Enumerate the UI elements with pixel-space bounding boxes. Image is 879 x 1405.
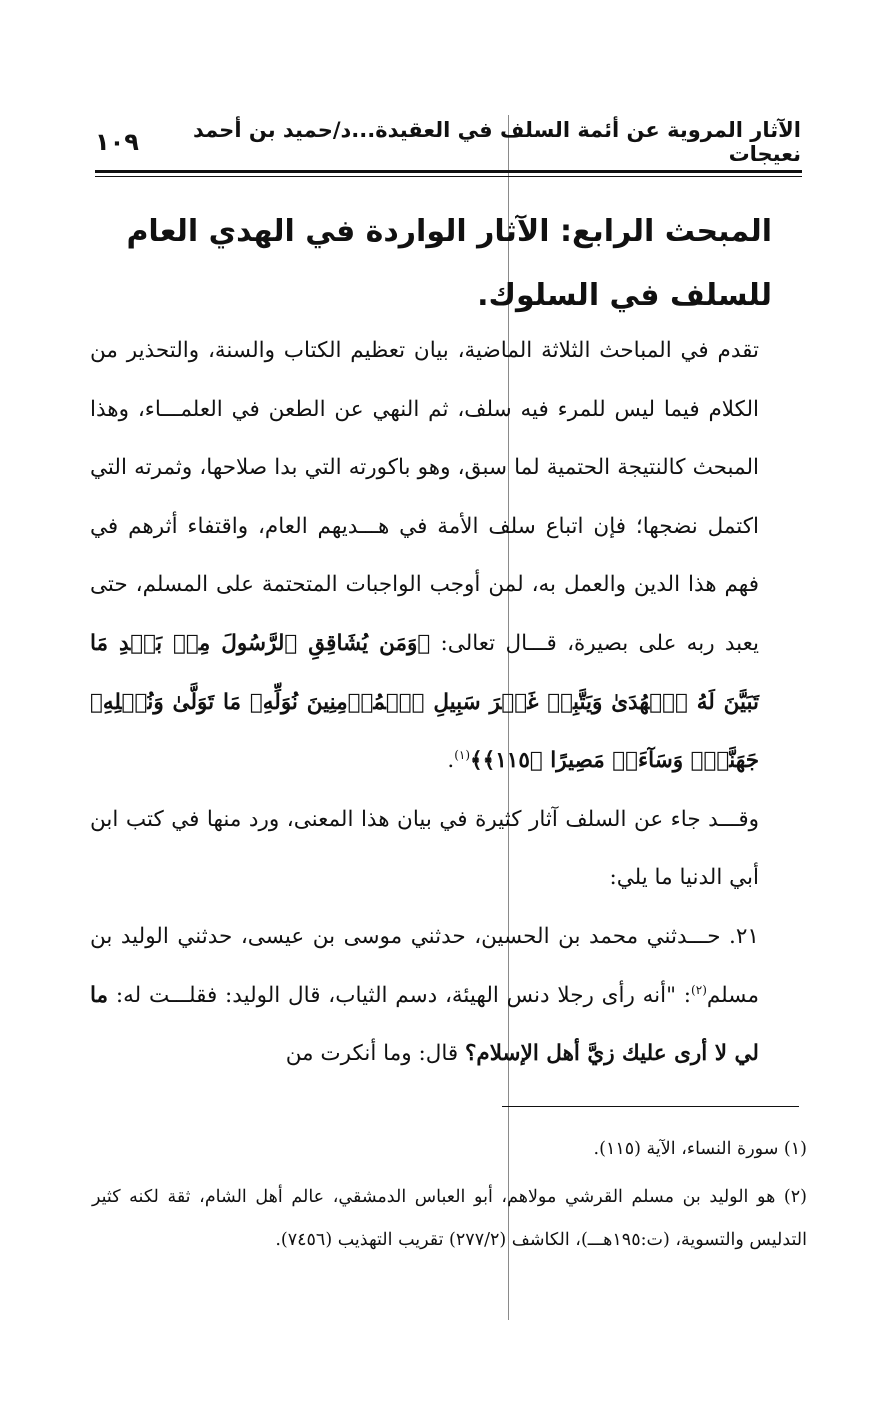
header-rule-thick bbox=[95, 170, 802, 173]
narration-21 bbox=[90, 908, 805, 1084]
narration-text: : "أنه رأى رجلا دنس الهيئة، دسم الثياب، قال الوليد: فقلـــت له: bbox=[115, 982, 692, 1008]
paragraph-intro: تقدم في المباحث الثلاثة الماضية، بيان تعظيم الكتاب والسنة، والتحذير من الكلام فيما ليس للمرء فيه سلف، ثم النهي عن الطعن في العلمـــاء، وهذا المبحث كالنتيجة الحتمية لما سبق، وهو باكورته التي بدا صلاحها، وثمرته التي اكتمل نضجها؛ فإن اتباع سلف الأمة في هـــديهم العام، واقتفاء أثرهم في فهم هذا الدين والعمل به، لمن أوجب الواجبات المتحتمة على المسلم، حتى يعبد ربه على بصيرة، قـــال تعالى: ﴿وَمَن يُشَاقِقِ ٱلرَّسُولَ مِنۢ بَعۡدِ مَا تَبَيَّنَ لَهُ ٱلۡهُدَىٰ وَيَتَّبِعۡ غَيۡرَ سَبِيلِ ٱلۡمُؤۡمِنِينَ نُوَلِّهِۦ مَا تَوَلَّىٰ وَنُصۡلِهِۦ جَهَنَّمَۖ وَسَآءَتۡ مَصِيرًا ﴿١١٥﴾﴾$^{(١)}$. bbox=[90, 338, 759, 774]
narration-continuation: قال: وما أنكرت من bbox=[285, 1041, 459, 1067]
header-title: الآثار المروية عن أئمة السلف في العقيدة...د/حميد بن أحمد نعيجات bbox=[192, 118, 801, 166]
footnote-1: (١) سورة النساء، الآية (١١٥). bbox=[593, 1139, 807, 1159]
narration-chain: حـــدثني محمد بن الحسين، حدثني موسى بن عيسى، حدثني الوليد بن مسلم bbox=[90, 923, 759, 1008]
running-header bbox=[95, 118, 801, 166]
footnote-separator bbox=[502, 1106, 799, 1107]
paragraph-intro-text: تقدم في المباحث الثلاثة الماضية، بيان تعظيم الكتاب والسنة، والتحذير من الكلام فيما ليس للمرء فيه سلف، ثم النهي عن الطعن في العلمـــاء، وهذا المبحث كالنتيجة الحتمية لما سبق، وهو باكورته التي بدا صلاحها، وثمرته التي اكتمل نضجها؛ فإن اتباع سلف الأمة في هـــديهم العام، واقتفاء أثرهم في فهم هذا الدين والعمل به، لمن أوجب الواجبات المتحتمة على المسلم، حتى يعبد ربه على بصيرة، bbox=[90, 338, 759, 656]
section-title: الآثار الواردة في الهدي العام للسلف في السلوك. bbox=[126, 214, 772, 313]
body-text bbox=[90, 322, 805, 1084]
section-colon: : bbox=[560, 214, 573, 249]
quran-verse: ﴿وَمَن يُشَاقِقِ ٱلرَّسُولَ مِنۢ بَعۡدِ مَا تَبَيَّنَ لَهُ ٱلۡهُدَىٰ وَيَتَّبِعۡ غَيۡرَ سَبِيلِ ٱلۡمُؤۡمِنِينَ نُوَلِّهِۦ مَا تَوَلَّىٰ وَنُصۡلِهِۦ جَهَنَّمَۖ وَسَآءَتۡ مَصِيرًا ﴿١١٥﴾﴾ bbox=[90, 630, 759, 774]
paragraph-transition: وقـــد جاء عن السلف آثار كثيرة في بيان هذا المعنى، ورد منها في كتب ابن أبي الدنيا ما يلي: bbox=[90, 806, 759, 891]
verse-lead: قـــال تعالى: bbox=[440, 630, 557, 656]
page-number: ١٠٩ bbox=[95, 128, 139, 156]
footnote-2: (٢) هو الوليد بن مسلم القرشي مولاهم، أبو العباس الدمشقي، عالم أهل الشام، ثقة لكنه كثير التدليس والتسوية، (ت:١٩٥هـــ)، الكاشف (٢٧٧/٢) تقريب التهذيب (٧٤٥٦). bbox=[92, 1186, 807, 1250]
section-label: المبحث الرابع bbox=[572, 214, 772, 249]
footnotes bbox=[92, 1128, 807, 1267]
header-rule-thin bbox=[95, 176, 802, 177]
section-heading bbox=[92, 200, 772, 328]
footnote-ref-1: (١) bbox=[454, 748, 471, 762]
narration-number: ٢١. bbox=[729, 923, 759, 949]
narration-quote: ما لي لا أرى عليك زيَّ أهل الإسلام؟ bbox=[90, 982, 759, 1067]
footnote-ref-2: (٢) bbox=[691, 982, 707, 997]
